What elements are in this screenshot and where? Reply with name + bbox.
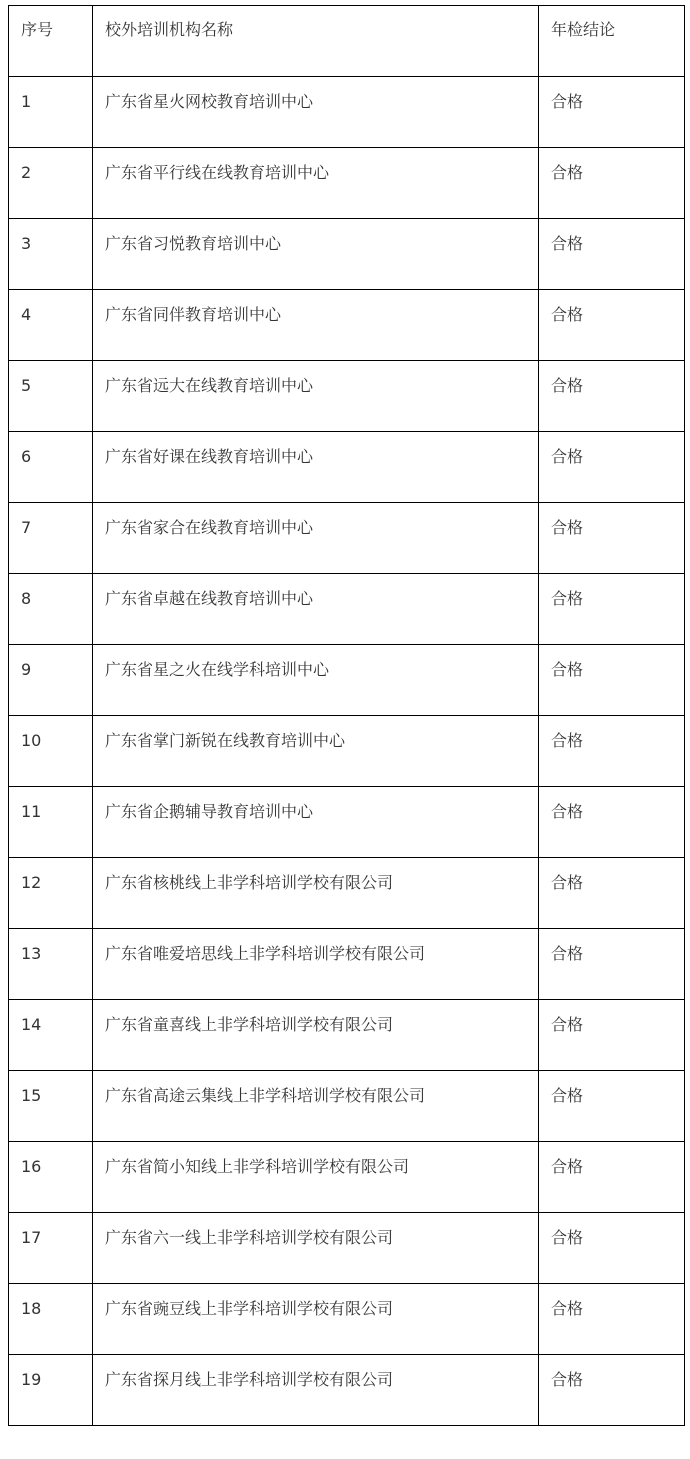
table-row [9,787,685,858]
table-row [9,503,685,574]
cell-name: 广东省童喜线上非学科培训学校有限公司 [93,1000,539,1071]
cell-no: 14 [9,1000,93,1071]
table-row [9,1213,685,1284]
cell-no: 4 [9,290,93,361]
cell-result: 合格 [539,1284,685,1355]
header-cell-result: 年检结论 [539,6,685,77]
table-row [9,929,685,1000]
cell-name: 广东省六一线上非学科培训学校有限公司 [93,1213,539,1284]
cell-result: 合格 [539,77,685,148]
cell-name: 广东省探月线上非学科培训学校有限公司 [93,1355,539,1426]
cell-result: 合格 [539,1142,685,1213]
cell-no: 11 [9,787,93,858]
cell-name: 广东省核桃线上非学科培训学校有限公司 [93,858,539,929]
cell-result: 合格 [539,787,685,858]
cell-no: 16 [9,1142,93,1213]
cell-result: 合格 [539,503,685,574]
header-cell-no: 序号 [9,6,93,77]
header-row [9,6,685,77]
cell-name: 广东省简小知线上非学科培训学校有限公司 [93,1142,539,1213]
cell-name: 广东省好课在线教育培训中心 [93,432,539,503]
cell-name: 广东省星之火在线学科培训中心 [93,645,539,716]
cell-result: 合格 [539,432,685,503]
cell-name: 广东省平行线在线教育培训中心 [93,148,539,219]
table-row [9,574,685,645]
cell-no: 2 [9,148,93,219]
cell-no: 3 [9,219,93,290]
cell-result: 合格 [539,1355,685,1426]
cell-name: 广东省家合在线教育培训中心 [93,503,539,574]
header-cell-name: 校外培训机构名称 [93,6,539,77]
cell-result: 合格 [539,148,685,219]
table-row [9,1071,685,1142]
cell-result: 合格 [539,574,685,645]
cell-result: 合格 [539,645,685,716]
table-row [9,858,685,929]
cell-name: 广东省豌豆线上非学科培训学校有限公司 [93,1284,539,1355]
cell-name: 广东省星火网校教育培训中心 [93,77,539,148]
cell-no: 17 [9,1213,93,1284]
cell-name: 广东省远大在线教育培训中心 [93,361,539,432]
cell-no: 19 [9,1355,93,1426]
cell-name: 广东省唯爱培思线上非学科培训学校有限公司 [93,929,539,1000]
cell-name: 广东省高途云集线上非学科培训学校有限公司 [93,1071,539,1142]
table-row [9,219,685,290]
cell-no: 9 [9,645,93,716]
table-row [9,1142,685,1213]
table-row [9,1355,685,1426]
cell-no: 7 [9,503,93,574]
cell-no: 5 [9,361,93,432]
cell-no: 12 [9,858,93,929]
table-row [9,290,685,361]
cell-no: 13 [9,929,93,1000]
cell-name: 广东省习悦教育培训中心 [93,219,539,290]
cell-no: 1 [9,77,93,148]
table-row [9,645,685,716]
table-row [9,1284,685,1355]
cell-result: 合格 [539,929,685,1000]
cell-no: 15 [9,1071,93,1142]
table-row [9,148,685,219]
cell-no: 18 [9,1284,93,1355]
cell-no: 8 [9,574,93,645]
cell-result: 合格 [539,219,685,290]
cell-result: 合格 [539,361,685,432]
cell-result: 合格 [539,858,685,929]
table-row [9,361,685,432]
cell-name: 广东省同伴教育培训中心 [93,290,539,361]
table-row [9,716,685,787]
cell-name: 广东省卓越在线教育培训中心 [93,574,539,645]
cell-no: 10 [9,716,93,787]
cell-result: 合格 [539,290,685,361]
table-body [9,6,685,1426]
cell-name: 广东省企鹅辅导教育培训中心 [93,787,539,858]
cell-no: 6 [9,432,93,503]
table-row [9,1000,685,1071]
cell-result: 合格 [539,1071,685,1142]
cell-result: 合格 [539,1213,685,1284]
table-row [9,77,685,148]
cell-result: 合格 [539,1000,685,1071]
institution-table [8,5,685,1426]
table-row [9,432,685,503]
cell-name: 广东省掌门新锐在线教育培训中心 [93,716,539,787]
cell-result: 合格 [539,716,685,787]
